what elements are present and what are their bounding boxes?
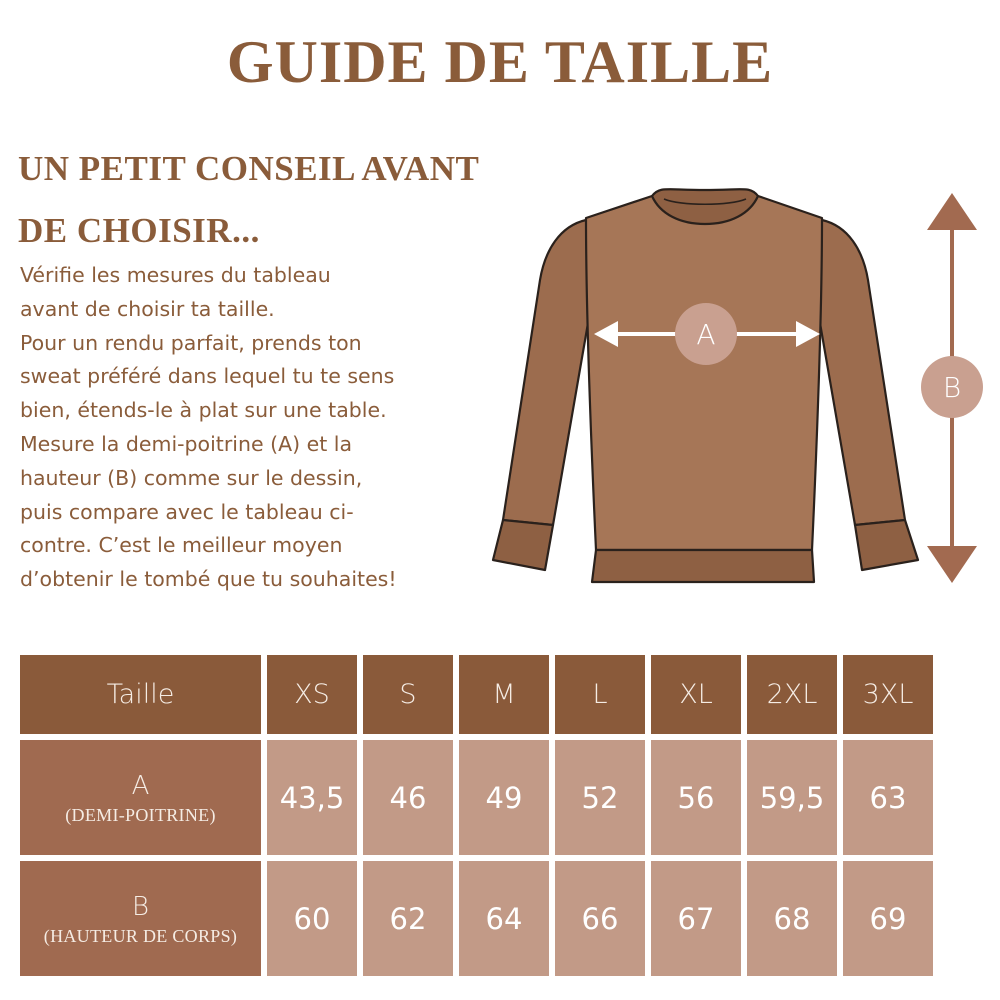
table-header-row: [20, 655, 933, 734]
size-header: M: [459, 655, 549, 734]
table-row: [20, 861, 933, 976]
table-cell: 66: [555, 861, 645, 976]
row-label-sub: (HAUTEUR DE CORPS): [43, 925, 238, 946]
paragraph-line: d’obtenir le tombé que tu souhaites!: [20, 567, 397, 592]
paragraph-line: Pour un rendu parfait, prends ton: [20, 330, 362, 355]
table-cell: 68: [747, 861, 837, 976]
table-cell: 46: [363, 740, 453, 855]
advice-heading-line: UN PETIT CONSEIL AVANT: [18, 149, 480, 188]
marker-a-label: A: [696, 318, 716, 351]
advice-heading: [18, 138, 558, 262]
table-cell: 63: [843, 740, 933, 855]
page-title: GUIDE DE TAILLE: [226, 29, 774, 95]
size-header: 2XL: [747, 655, 837, 734]
paragraph-line: puis compare avec le tableau ci-: [20, 499, 354, 524]
table-cell: 60: [267, 861, 357, 976]
row-label: [20, 861, 261, 976]
advice-paragraph: [20, 259, 480, 597]
table-cell: 43,5: [267, 740, 357, 855]
size-header: XS: [267, 655, 357, 734]
left-cuff: [493, 520, 553, 570]
sweater-body: [586, 196, 822, 550]
hem-band: [592, 550, 814, 582]
table-row: [20, 740, 933, 855]
size-header: S: [363, 655, 453, 734]
left-sleeve: [503, 220, 592, 525]
paragraph-line: bien, étends-le à plat sur une table.: [20, 398, 387, 423]
paragraph-line: sweat préféré dans lequel tu te sens: [20, 364, 395, 389]
sweater-diagram: [480, 175, 1000, 595]
table-cell: 69: [843, 861, 933, 976]
paragraph-line: avant de choisir ta taille.: [20, 296, 275, 321]
row-label-main: A: [131, 770, 150, 801]
row-label-main: B: [131, 891, 150, 922]
table-cell: 59,5: [747, 740, 837, 855]
row-label: [20, 740, 261, 855]
table-cell: 52: [555, 740, 645, 855]
table-cell: 56: [651, 740, 741, 855]
row-label-sub: (DEMI-POITRINE): [65, 804, 216, 825]
right-cuff: [855, 520, 918, 570]
paragraph-line: Vérifie les mesures du tableau: [20, 263, 331, 287]
right-sleeve: [816, 220, 905, 525]
table-cell: 67: [651, 861, 741, 976]
marker-b-label: B: [942, 371, 962, 404]
table-cell: 64: [459, 861, 549, 976]
table-cell: 62: [363, 861, 453, 976]
paragraph-line: hauteur (B) comme sur le dessin,: [20, 465, 363, 490]
paragraph-line: Mesure la demi-poitrine (A) et la: [20, 431, 353, 456]
advice-heading-line: DE CHOISIR...: [18, 211, 260, 250]
size-header: L: [555, 655, 645, 734]
size-table: [14, 655, 939, 976]
size-header: 3XL: [843, 655, 933, 734]
table-cell: 49: [459, 740, 549, 855]
header-label: Taille: [20, 655, 261, 734]
paragraph-line: contre. C’est le meilleur moyen: [20, 533, 343, 558]
size-header: XL: [651, 655, 741, 734]
